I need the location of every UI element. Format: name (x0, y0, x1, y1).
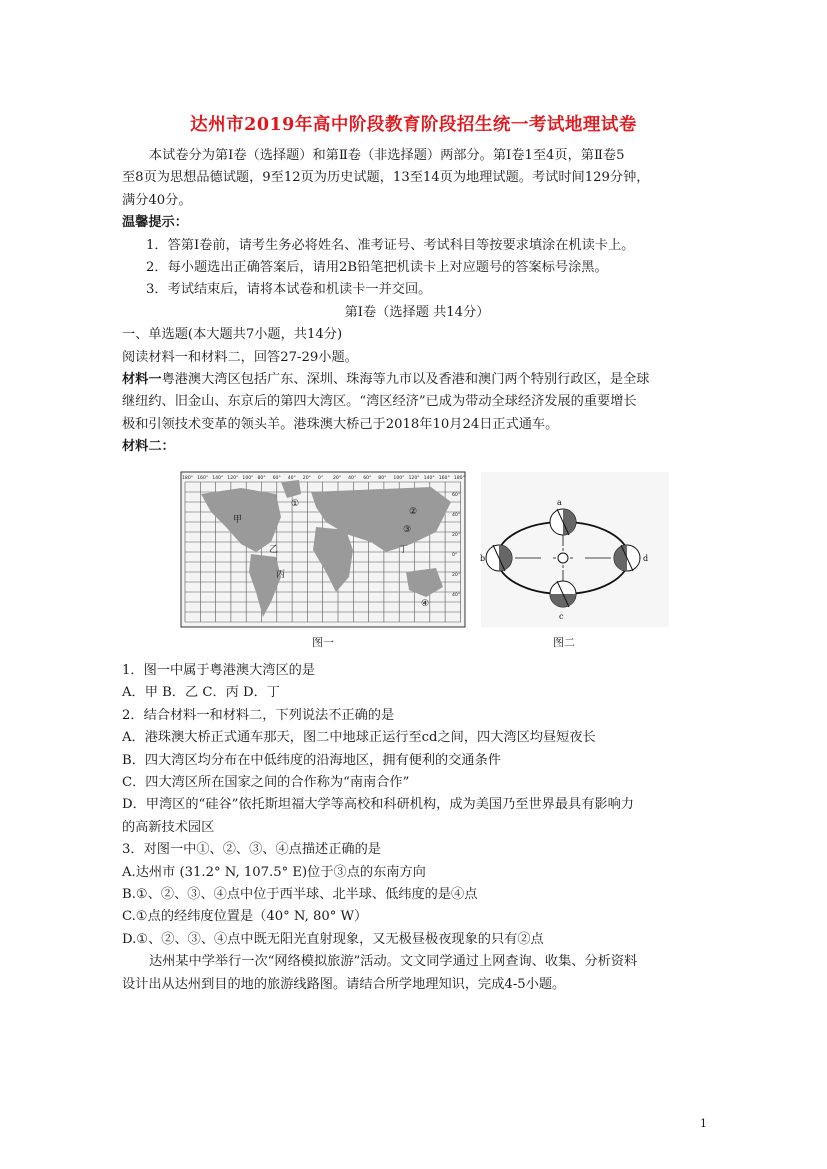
longitude-tick: 40° (287, 476, 296, 481)
closing-text: 达州某中学举行一次“网络模拟旅游”活动。文文同学通过上网查询、收集、分析资料 (149, 954, 638, 970)
longitude-tick: 120° (408, 476, 420, 481)
intro-line: 满分40分。 (122, 192, 192, 208)
closing-text: 设计出从达州到目的地的旅游线路图。请结合所学地理知识，完成4-5小题。 (122, 976, 566, 992)
q1-options: A．甲 B．乙 C．丙 D．丁 (122, 685, 280, 701)
longitude-tick: 20° (333, 476, 342, 481)
earth-a (550, 509, 576, 535)
earth-orbit-figure (481, 472, 669, 627)
material1-text: 极和引领技术变革的领头羊。港珠澳大桥己于2018年10月24日正式通车。 (122, 416, 559, 432)
page-number: 1 (700, 1117, 707, 1130)
world-map-figure (181, 472, 465, 627)
label-c: c (559, 612, 564, 621)
map-label: 丙 (276, 570, 286, 580)
section-title: 第Ⅰ卷（选择题 共14分） (344, 304, 490, 320)
tip-item: 2．每小题选出正确答案后，请用2B铅笔把机读卡上对应题号的答案标号涂黑。 (146, 260, 608, 276)
read-prompt: 阅读材料一和材料二，回答27-29小题。 (122, 349, 358, 365)
longitude-tick: 20° (302, 476, 311, 481)
q2-option-a: A．港珠澳大桥正式通车那天，图二中地球正运行至cd之间，四大湾区均昼短夜长 (122, 730, 596, 746)
longitude-tick: 0° (317, 476, 324, 481)
q2-option-d-cont: 的高新技术园区 (122, 819, 215, 835)
material1-label: 材料一 (122, 372, 162, 388)
material2-figures (181, 472, 701, 652)
longitude-tick: 100° (393, 476, 405, 481)
longitude-tick: 120° (227, 476, 239, 481)
q3-option-c: C.①点的经纬度位置是（40° N, 80° W） (122, 909, 368, 925)
map-label: ② (409, 507, 418, 517)
map-label: 乙 (269, 545, 279, 555)
map-label: 丁 (399, 545, 409, 555)
latitude-tick: 20° (452, 573, 461, 578)
map-label: ① (291, 499, 300, 509)
longitude-tick: 60° (363, 476, 372, 481)
latitude-tick: 0° (452, 553, 458, 558)
intro-paragraph (122, 145, 712, 459)
q2-stem: 2．结合材料一和材料二，下列说法不正确的是 (122, 707, 395, 723)
fig2-caption: 图二 (553, 636, 575, 649)
fig1-caption: 图一 (312, 636, 334, 649)
longitude-tick: 160° (438, 476, 450, 481)
tip-item: 1．答第Ⅰ卷前，请考生务必将姓名、准考证号、考试科目等按要求填涂在机读卡上。 (146, 237, 635, 253)
map-label: ③ (403, 525, 412, 535)
q3-option-a: A.达州市 (31.2° N, 107.5° E)位于③点的东南方向 (122, 864, 426, 880)
longitude-tick: 180° (182, 476, 194, 481)
material2-label: 材料二： (122, 439, 175, 455)
q2-option-b: B．四大湾区均分布在中低纬度的沿海地区，拥有便利的交通条件 (122, 752, 501, 768)
sun-icon (558, 553, 568, 563)
label-a: a (557, 498, 562, 507)
latitude-tick: 20° (452, 533, 461, 538)
earth-b (486, 545, 512, 571)
latitude-tick: 60° (452, 493, 461, 498)
q2-option-c: C．四大湾区所在国家之间的合作称为“南南合作” (122, 775, 410, 791)
q3-stem: 3．对图一中①、②、③、④点描述正确的是 (122, 842, 381, 858)
map-label: ④ (421, 599, 430, 609)
q1-stem: 1．图一中属于粤港澳大湾区的是 (122, 663, 316, 678)
q3-option-d: D.①、②、③、④点中既无阳光直射现象，又无极昼极夜现象的只有②点 (122, 931, 544, 947)
intro-line: 本试卷分为第Ⅰ卷（选择题）和第Ⅱ卷（非选择题）两部分。第Ⅰ卷1至4页，第Ⅱ卷5 (149, 148, 625, 163)
intro-line: 至8页为思想品德试题，9至12页为历史试题，13至14页为地理试题。考试时间129分钟， (122, 170, 650, 186)
longitude-tick: 80° (378, 476, 387, 481)
latitude-tick: 40° (452, 593, 461, 598)
questions (122, 660, 712, 996)
longitude-tick: 140° (423, 476, 435, 481)
earth-c (550, 581, 576, 607)
material1-text: 继纽约、旧金山、东京后的第四大湾区。“湾区经济”已成为带动全球经济发展的重要增长 (122, 394, 637, 410)
earth-d (614, 545, 640, 571)
longitude-tick: 140° (212, 476, 224, 481)
longitude-tick: 60° (272, 476, 281, 481)
q2-option-d: D．甲湾区的“硅谷”依托斯坦福大学等高校和科研机构，成为美国乃至世界最具有影响力 (122, 797, 634, 813)
label-b: b (480, 554, 486, 563)
tips-heading: 温馨提示： (122, 215, 188, 231)
longitude-tick: 160° (197, 476, 209, 481)
exam-title: 达州市2019年高中阶段教育阶段招生统一考试地理试卷 (190, 115, 637, 135)
part-heading: 一、单选题(本大题共7小题，共14分) (122, 327, 343, 343)
q3-option-b: B.①、②、③、④点中位于西半球、北半球、低纬度的是④点 (122, 887, 478, 903)
map-label: 甲 (233, 515, 243, 525)
longitude-tick: 100° (242, 476, 254, 481)
longitude-tick: 180° (453, 476, 465, 481)
longitude-tick: 40° (348, 476, 357, 481)
material1-text: 粤港澳大湾区包括广东、深圳、珠海等九市以及香港和澳门两个特别行政区，是全球 (161, 372, 650, 388)
tip-item: 3．考试结束后，请将本试卷和机读卡一并交回。 (146, 282, 432, 298)
latitude-tick: 40° (452, 513, 461, 518)
label-d: d (643, 554, 649, 563)
longitude-tick: 80° (257, 476, 266, 481)
